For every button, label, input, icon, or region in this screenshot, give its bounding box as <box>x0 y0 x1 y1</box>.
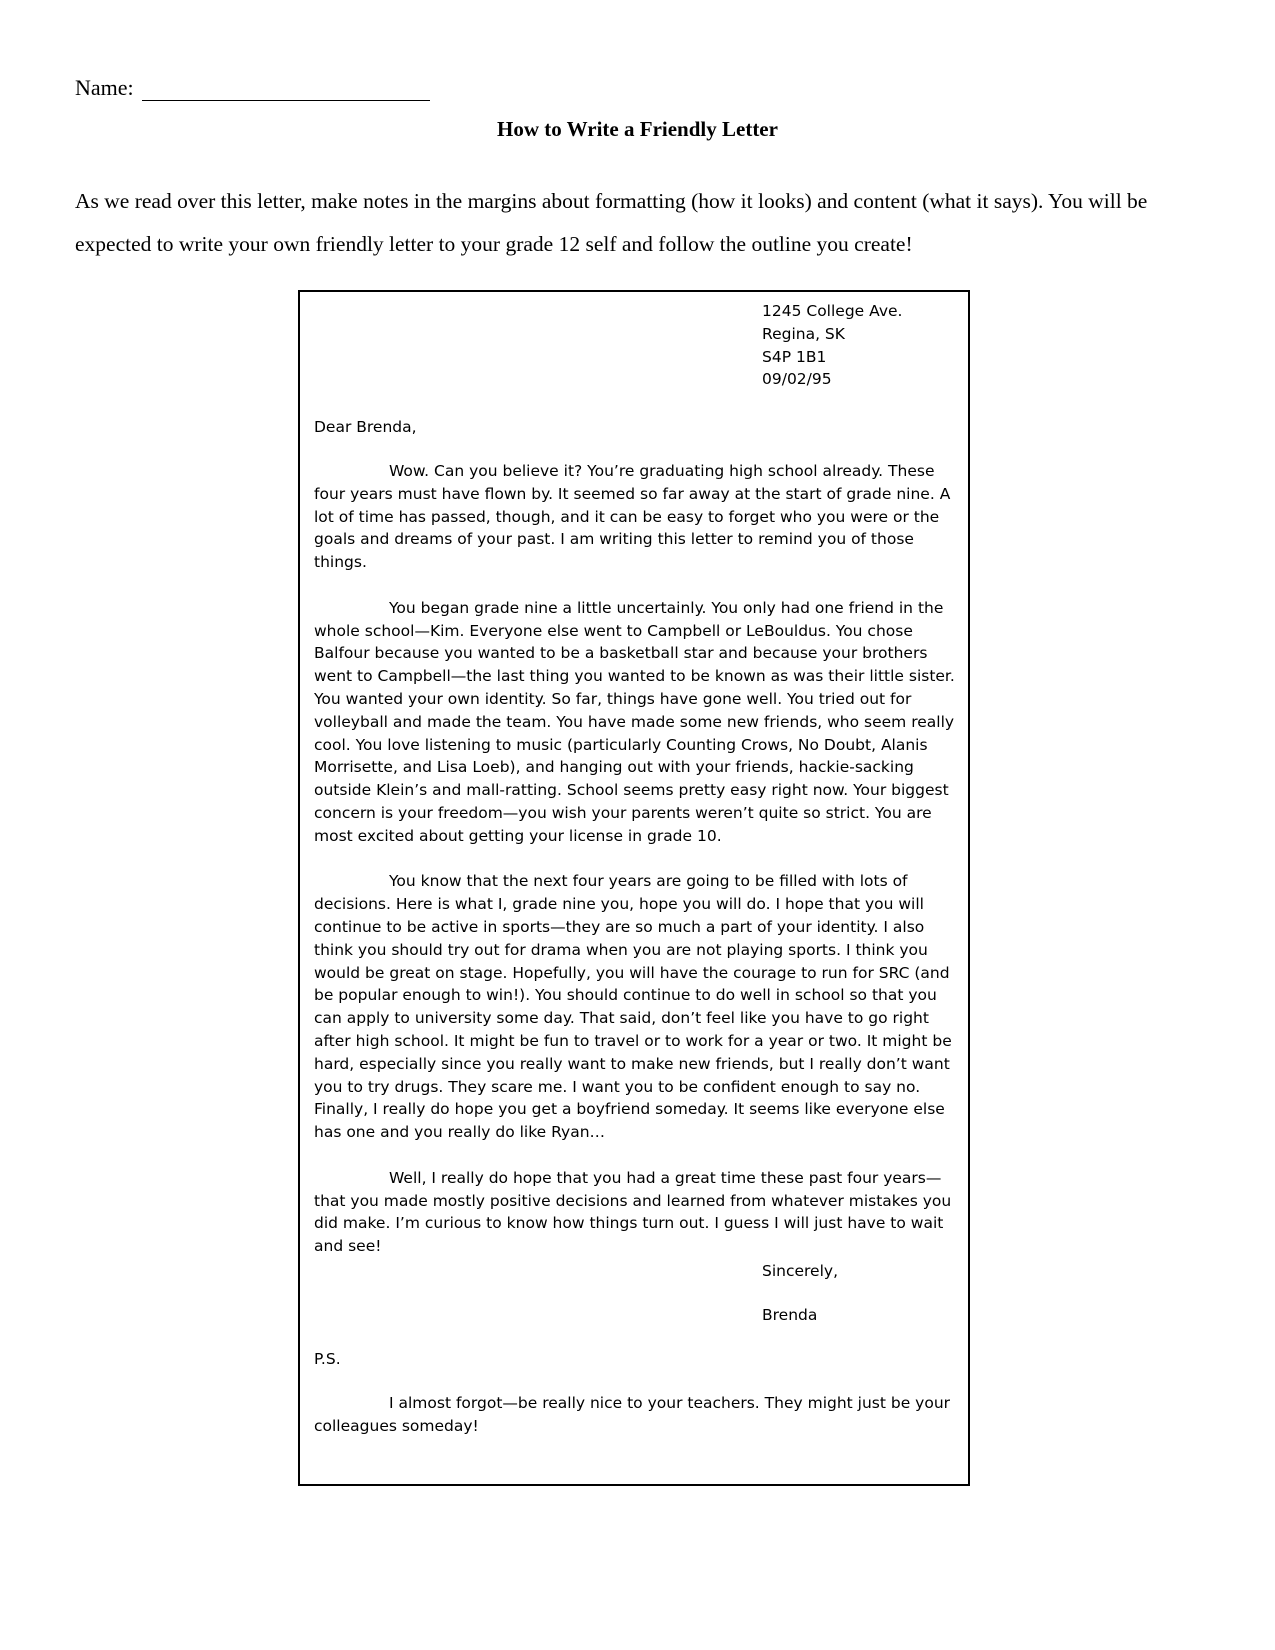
body-paragraph-4: Well, I really do hope that you had a great time these past four years—that you made mostly positive decisions and learned from whatever mistakes you did make. I’m curious to know how things turn out. I guess I will just have to wait and see! <box>314 1168 952 1256</box>
page-title: How to Write a Friendly Letter <box>497 117 778 141</box>
body-paragraph-1: Wow. Can you believe it? You’re graduating high school already. These four years must have flown by. It seemed so far away at the start of grade nine. A lot of time has passed, though, and it can be easy to forget who you were or the goals and dreams of your past. I am writing this letter to remind you of those things. <box>314 462 951 572</box>
name-line <box>75 75 430 101</box>
name-label: Name: <box>75 75 134 100</box>
return-address <box>762 300 902 391</box>
closing: Sincerely, <box>762 1262 839 1280</box>
letter-date: 09/02/95 <box>762 370 832 389</box>
salutation: Dear Brenda, <box>314 418 417 436</box>
letter-body <box>314 460 956 1281</box>
sample-letter-box <box>298 290 970 1486</box>
name-blank-field[interactable] <box>142 78 430 101</box>
postscript-label: P.S. <box>314 1350 341 1368</box>
address-postal-code: S4P 1B1 <box>762 347 827 366</box>
address-street: 1245 College Ave. <box>762 302 903 320</box>
body-paragraph-2: You began grade nine a little uncertainly. You only had one friend in the whole school—Kim. Everyone else went to Campbell or LeBouldus. You chose Balfour because you wanted to be a basketball star and because your brothers went to Campbell—the last thing you wanted to be known as was their little sister. You wanted your own identity. So far, things have gone well. You tried out for volleyball and made the team. You have made some new friends, who seem really cool. You love listening to music (particularly Counting Crows, No Doubt, Alanis Morrisette, and Lisa Loeb), and hanging out with your friends, hackie-sacking outside Klein’s and mall-ratting. School seems pretty easy right now. Your biggest concern is your freedom—you wish your parents weren’t quite so strict. You are most excited about getting your license in grade 10. <box>314 598 955 845</box>
body-paragraph-3: You know that the next four years are going to be filled with lots of decisions. Here is what I, grade nine you, hope you will do. I hope that you will continue to be active in sports—they are so much a part of your identity. I also think you should try out for drama when you are not playing sports. I think you would be great on stage. Hopefully, you will have the courage to run for SRC (and be popular enough to win!). You should continue to do well in school so that you can apply to university some day. That said, don’t feel like you have to go right after high school. It might be fun to travel or to work for a year or two. It might be hard, especially since you really want to make new friends, but I really don’t want you to try drugs. They scare me. I want you to be confident enough to say no. Finally, I really do hope you get a boyfriend someday. It seems like everyone else has one and you really do like Ryan… <box>314 872 952 1142</box>
address-city: Regina, SK <box>762 324 845 343</box>
postscript-text: I almost forgot—be really nice to your teachers. They might just be your colleagues someday! <box>314 1394 951 1435</box>
signature: Brenda <box>762 1306 818 1324</box>
instructions: As we read over this letter, make notes in the margins about formatting (how it looks) and content (what it says). You will be expected to write your own friendly letter to your grade 12 self and follow the outline you create! <box>75 189 1148 256</box>
